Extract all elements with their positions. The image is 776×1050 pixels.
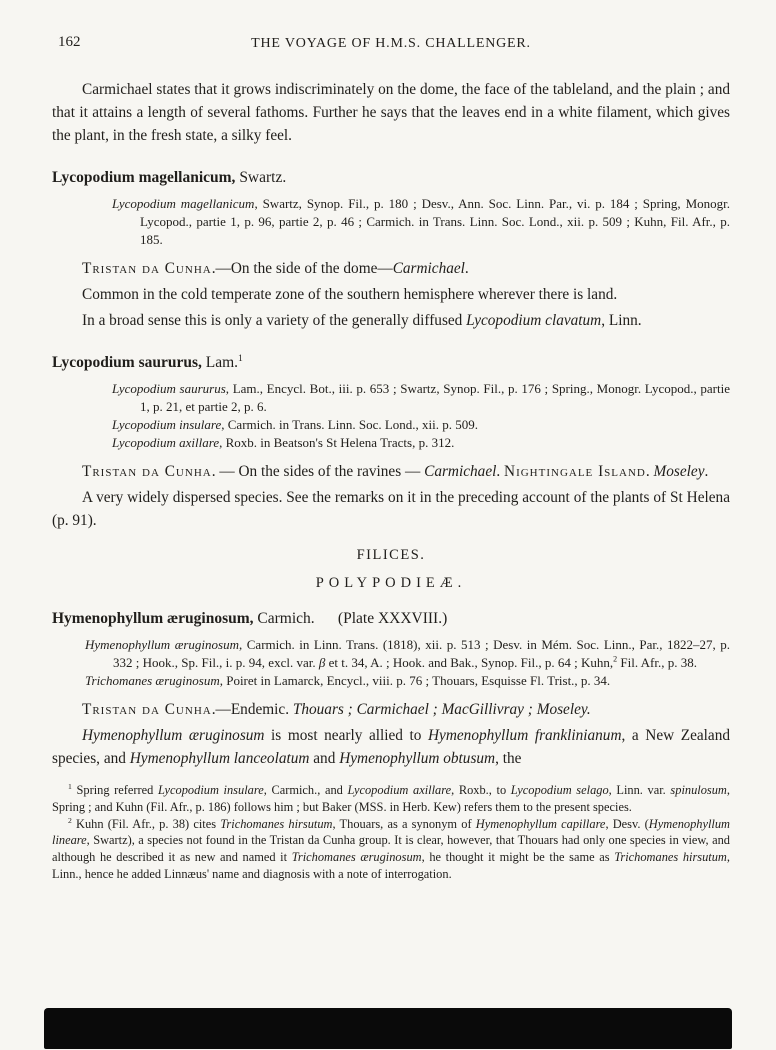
- paragraph-broad-sense: In a broad sense this is only a variety of the generally diffused Lycopodium clavatum, Linn.: [82, 312, 642, 329]
- citation-entry: Lycopodium insulare, Carmich. in Trans. Linn. Soc. Lond., xii. p. 509.: [112, 417, 479, 432]
- section-heading-filices: FILICES.: [356, 547, 426, 563]
- species-heading-hymenophyllum-aeruginosum: Hymenophyllum æruginosum, Carmich. (Plate XXXVIII.): [52, 610, 448, 627]
- paragraph-tristan-magellanicum: Tristan da Cunha.—On the side of the dome—Carmichael.: [82, 260, 469, 277]
- paragraph-dispersed-note: A very widely dispersed species. See the remarks on it in the preceding account of the plants of St Helena (p. 91).: [52, 489, 730, 529]
- citation-entry: Trichomanes æruginosum, Poiret in Lamarck, Encycl., viii. p. 76 ; Thouars, Esquisse Fl. Trist., p. 34.: [85, 673, 611, 688]
- paragraph-allied-note: Hymenophyllum æruginosum is most nearly allied to Hymenophyllum franklinianum, a New Zealand species, and Hymenophyllum lanceolatum and Hymenophyllum obtusum, the: [52, 727, 730, 767]
- scan-artifact-bar: [44, 1008, 732, 1049]
- citation-group-saururus: [52, 380, 730, 452]
- paragraph-common-note: Common in the cold temperate zone of the southern hemisphere wherever there is land.: [82, 286, 618, 303]
- citation-group-hymenophyllum: [52, 636, 730, 690]
- footnote-2: $^2$ Kuhn (Fil. Afr., p. 38) cites Trichomanes hirsutum, Thouars, as a synonym of Hymenophyllum capillare, Desv. (Hymenophyllum lineare, Swartz), a species not found in the Tristan da Cunha group. It is clear, however, that Thouars had only one species in view, and although he described it as new and named it Trichomanes æruginosum, he thought it might be the same as Trichomanes hirsutum, Linn., hence he added Linnæus' name and diagnosis with a note of interrogation.: [52, 815, 731, 881]
- footnote-1: $^1$ Spring referred Lycopodium insulare, Carmich., and Lycopodium axillare, Roxb., to Lycopodium selago, Linn. var. spinulosum, Spring ; and Kuhn (Fil. Afr., p. 186) follows him ; but Baker (MSS. in Herb. Kew) refers them to the present species.: [52, 781, 730, 814]
- running-title: THE VOYAGE OF H.M.S. CHALLENGER.: [251, 36, 531, 51]
- footnotes-section: [52, 782, 730, 883]
- section-heading-polypodieae: POLYPODIEÆ.: [315, 575, 467, 591]
- citation-entry: Hymenophyllum æruginosum, Carmich. in Linn. Trans. (1818), xii. p. 513 ; Desv. in Mém. Soc. Linn., Par., 1822–27, p. 332 ; Hook., Sp. Fil., i. p. 94, excl. var. β et t. 34, A. ; Hook. and Bak., Synop. Fil., p. 64 ; Kuhn,$^2$ Fil. Afr., p. 38.: [85, 637, 730, 670]
- species-heading-lycopodium-saururus: Lycopodium saururus, Lam.$^1$: [52, 352, 243, 371]
- page-number: 162: [58, 34, 81, 50]
- paragraph-tristan-saururus: Tristan da Cunha. — On the sides of the ravines — Carmichael. Nightingale Island. Moseley.: [82, 463, 709, 480]
- paragraph-carmichael-intro: Carmichael states that it grows indiscriminately on the dome, the face of the tableland, and the plain ; and that it attains a length of several fathoms. Further he says that the leaves end in a white filament, which gives the plant, in the fresh state, a silky feel.: [52, 81, 730, 144]
- paragraph-tristan-hymenophyllum: Tristan da Cunha.—Endemic. Thouars ; Carmichael ; MacGillivray ; Moseley.: [82, 701, 591, 718]
- species-heading-lycopodium-magellanicum: Lycopodium magellanicum, Swartz.: [52, 169, 287, 186]
- citation-entry: Lycopodium magellanicum, Swartz, Synop. Fil., p. 180 ; Desv., Ann. Soc. Linn. Par., vi. p. 184 ; Spring, Monogr. Lycopod., partie 1, p. 96, partie 2, p. 46 ; Carmich. in Trans. Linn. Soc. Lond., xii. p. 509 ; Kuhn, Fil. Afr., p. 185.: [112, 196, 730, 247]
- page-header: [52, 34, 730, 54]
- citation-group-magellanicum: [52, 195, 730, 249]
- citation-entry: Lycopodium axillare, Roxb. in Beatson's St Helena Tracts, p. 312.: [112, 435, 455, 450]
- citation-entry: Lycopodium saururus, Lam., Encycl. Bot., iii. p. 653 ; Swartz, Synop. Fil., p. 176 ; Spring., Monogr. Lycopod., partie 1, p. 21, et partie 2, p. 6.: [112, 381, 730, 414]
